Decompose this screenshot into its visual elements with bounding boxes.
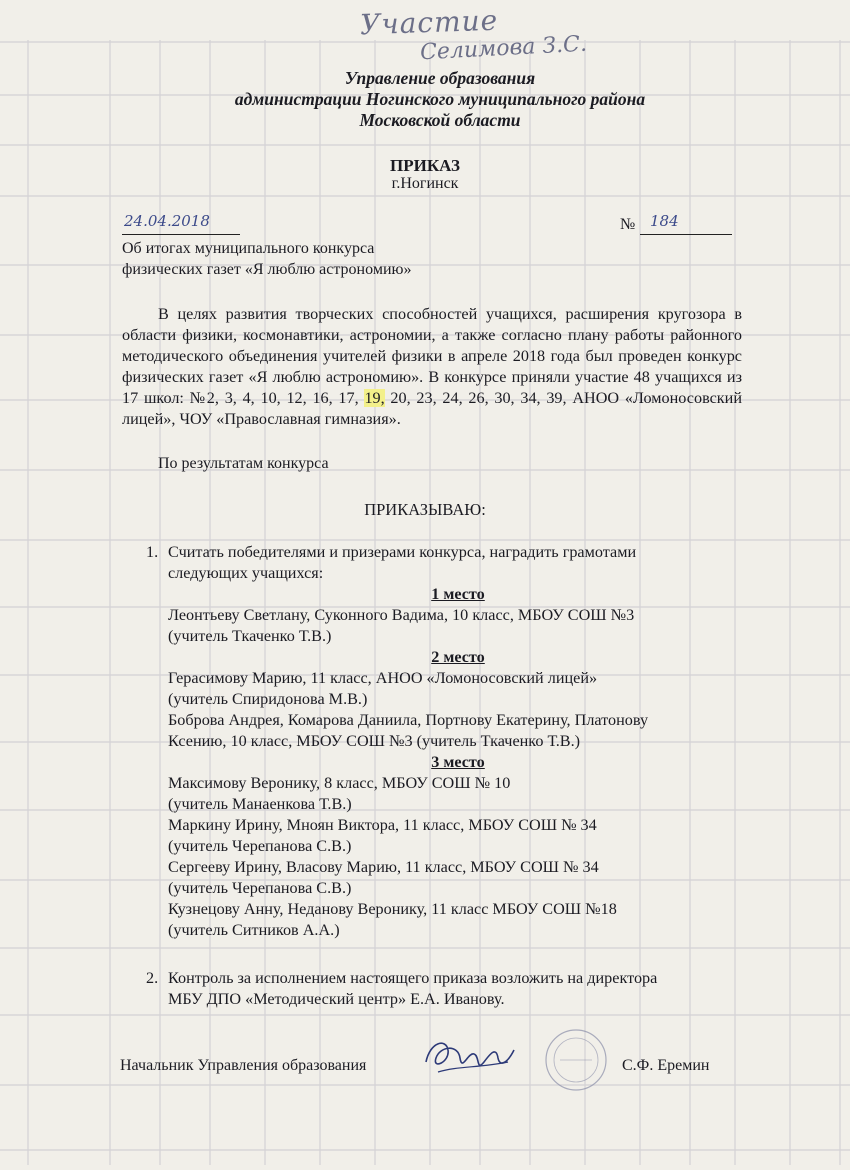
winner-teacher: (учитель Ситников А.А.): [168, 921, 340, 939]
place-heading-3: 3 место: [431, 753, 485, 771]
item-text: МБУ ДПО «Методический центр» Е.А. Иванову.: [168, 990, 505, 1008]
org-line-1: Управление образования: [344, 68, 536, 88]
handwritten-date: 24.04.2018: [124, 212, 210, 230]
document-city: г.Ногинск: [391, 175, 459, 192]
winner-teacher: (учитель Черепанова С.В.): [168, 837, 352, 855]
preamble-text-rest: 20, 23, 24, 26, 30, 34, 39, АНОО «Ломоносовский лицей», ЧОУ «Православная гимназия».: [122, 389, 742, 428]
winner-teacher: (учитель Ткаченко Т.В.): [168, 627, 332, 645]
preamble-paragraph: [122, 304, 742, 430]
subject-line-1: Об итогах муниципального конкурса: [122, 240, 375, 257]
handwritten-note-line1: Участие: [359, 3, 499, 42]
winner-entry: Сергееву Ирину, Власову Марию, 11 класс, МБОУ СОШ № 34: [168, 858, 599, 876]
handwritten-note-line2: Селимова З.С.: [419, 31, 588, 66]
subject-line-2: физических газет «Я люблю астрономию»: [122, 261, 412, 278]
item-text: Контроль за исполнением настоящего приказа возложить на директора: [168, 969, 658, 987]
item-number: 2.: [146, 969, 159, 987]
preamble-text: В целях развития творческих способностей учащихся, расширения кругозора в области физики, космонавтики, астрономии, а также согласно плану работы районного методического объединения учителей физики в апреле 2018 года был проведен конкурс физических газет «Я люблю астрономию». В конкурсе приняли участие 48 учащихся из 17 школ: №2, 3, 4, 10, 12, 16, 17,: [122, 305, 742, 407]
winner-entry: Герасимову Марию, 11 класс, АНОО «Ломоносовский лицей»: [168, 669, 598, 687]
handwritten-signature: [418, 1032, 518, 1084]
place-heading-2: 2 место: [431, 648, 485, 666]
order-item-1: [122, 542, 752, 941]
winner-entry: Максимову Веронику, 8 класс, МБОУ СОШ № 10: [168, 774, 511, 792]
winner-entry: Маркину Ирину, Мноян Виктора, 11 класс, МБОУ СОШ № 34: [168, 816, 597, 834]
organization-header: [200, 68, 680, 131]
winner-entry: Ксению, 10 класс, МБОУ СОШ №3 (учитель Ткаченко Т.В.): [168, 732, 581, 750]
item-text: следующих учащихся:: [168, 564, 324, 582]
org-line-2: администрации Ногинского муниципального района: [234, 89, 646, 109]
winner-teacher: (учитель Манаенкова Т.В.): [168, 795, 352, 813]
signatory-position: Начальник Управления образования: [120, 1057, 367, 1074]
results-intro: По результатам конкурса: [158, 455, 329, 472]
winner-entry: Боброва Андрея, Комарова Даниила, Портнову Екатерину, Платонову: [168, 711, 649, 729]
highlighted-school-number: 19,: [364, 389, 385, 407]
order-command: ПРИКАЗЫВАЮ:: [364, 500, 486, 519]
winner-entry: Кузнецову Анну, Неданову Веронику, 11 класс МБОУ СОШ №18: [168, 900, 617, 918]
winner-teacher: (учитель Спиридонова М.В.): [168, 690, 368, 708]
item-text: Считать победителями и призерами конкурса, наградить грамотами: [168, 543, 637, 561]
winner-entry: Леонтьеву Светлану, Суконного Вадима, 10 класс, МБОУ СОШ №3: [168, 606, 635, 624]
number-sign: №: [620, 216, 636, 233]
item-number: 1.: [146, 543, 159, 561]
place-heading-1: 1 место: [431, 585, 485, 603]
order-item-2: [122, 968, 752, 1010]
winner-teacher: (учитель Черепанова С.В.): [168, 879, 352, 897]
seal-stamp: [536, 1028, 616, 1092]
handwritten-number: 184: [650, 212, 679, 230]
order-subject: [122, 238, 411, 280]
document-title: ПРИКАЗ: [390, 156, 460, 175]
org-line-3: Московской области: [359, 110, 521, 130]
signatory-name: С.Ф. Еремин: [622, 1057, 710, 1074]
